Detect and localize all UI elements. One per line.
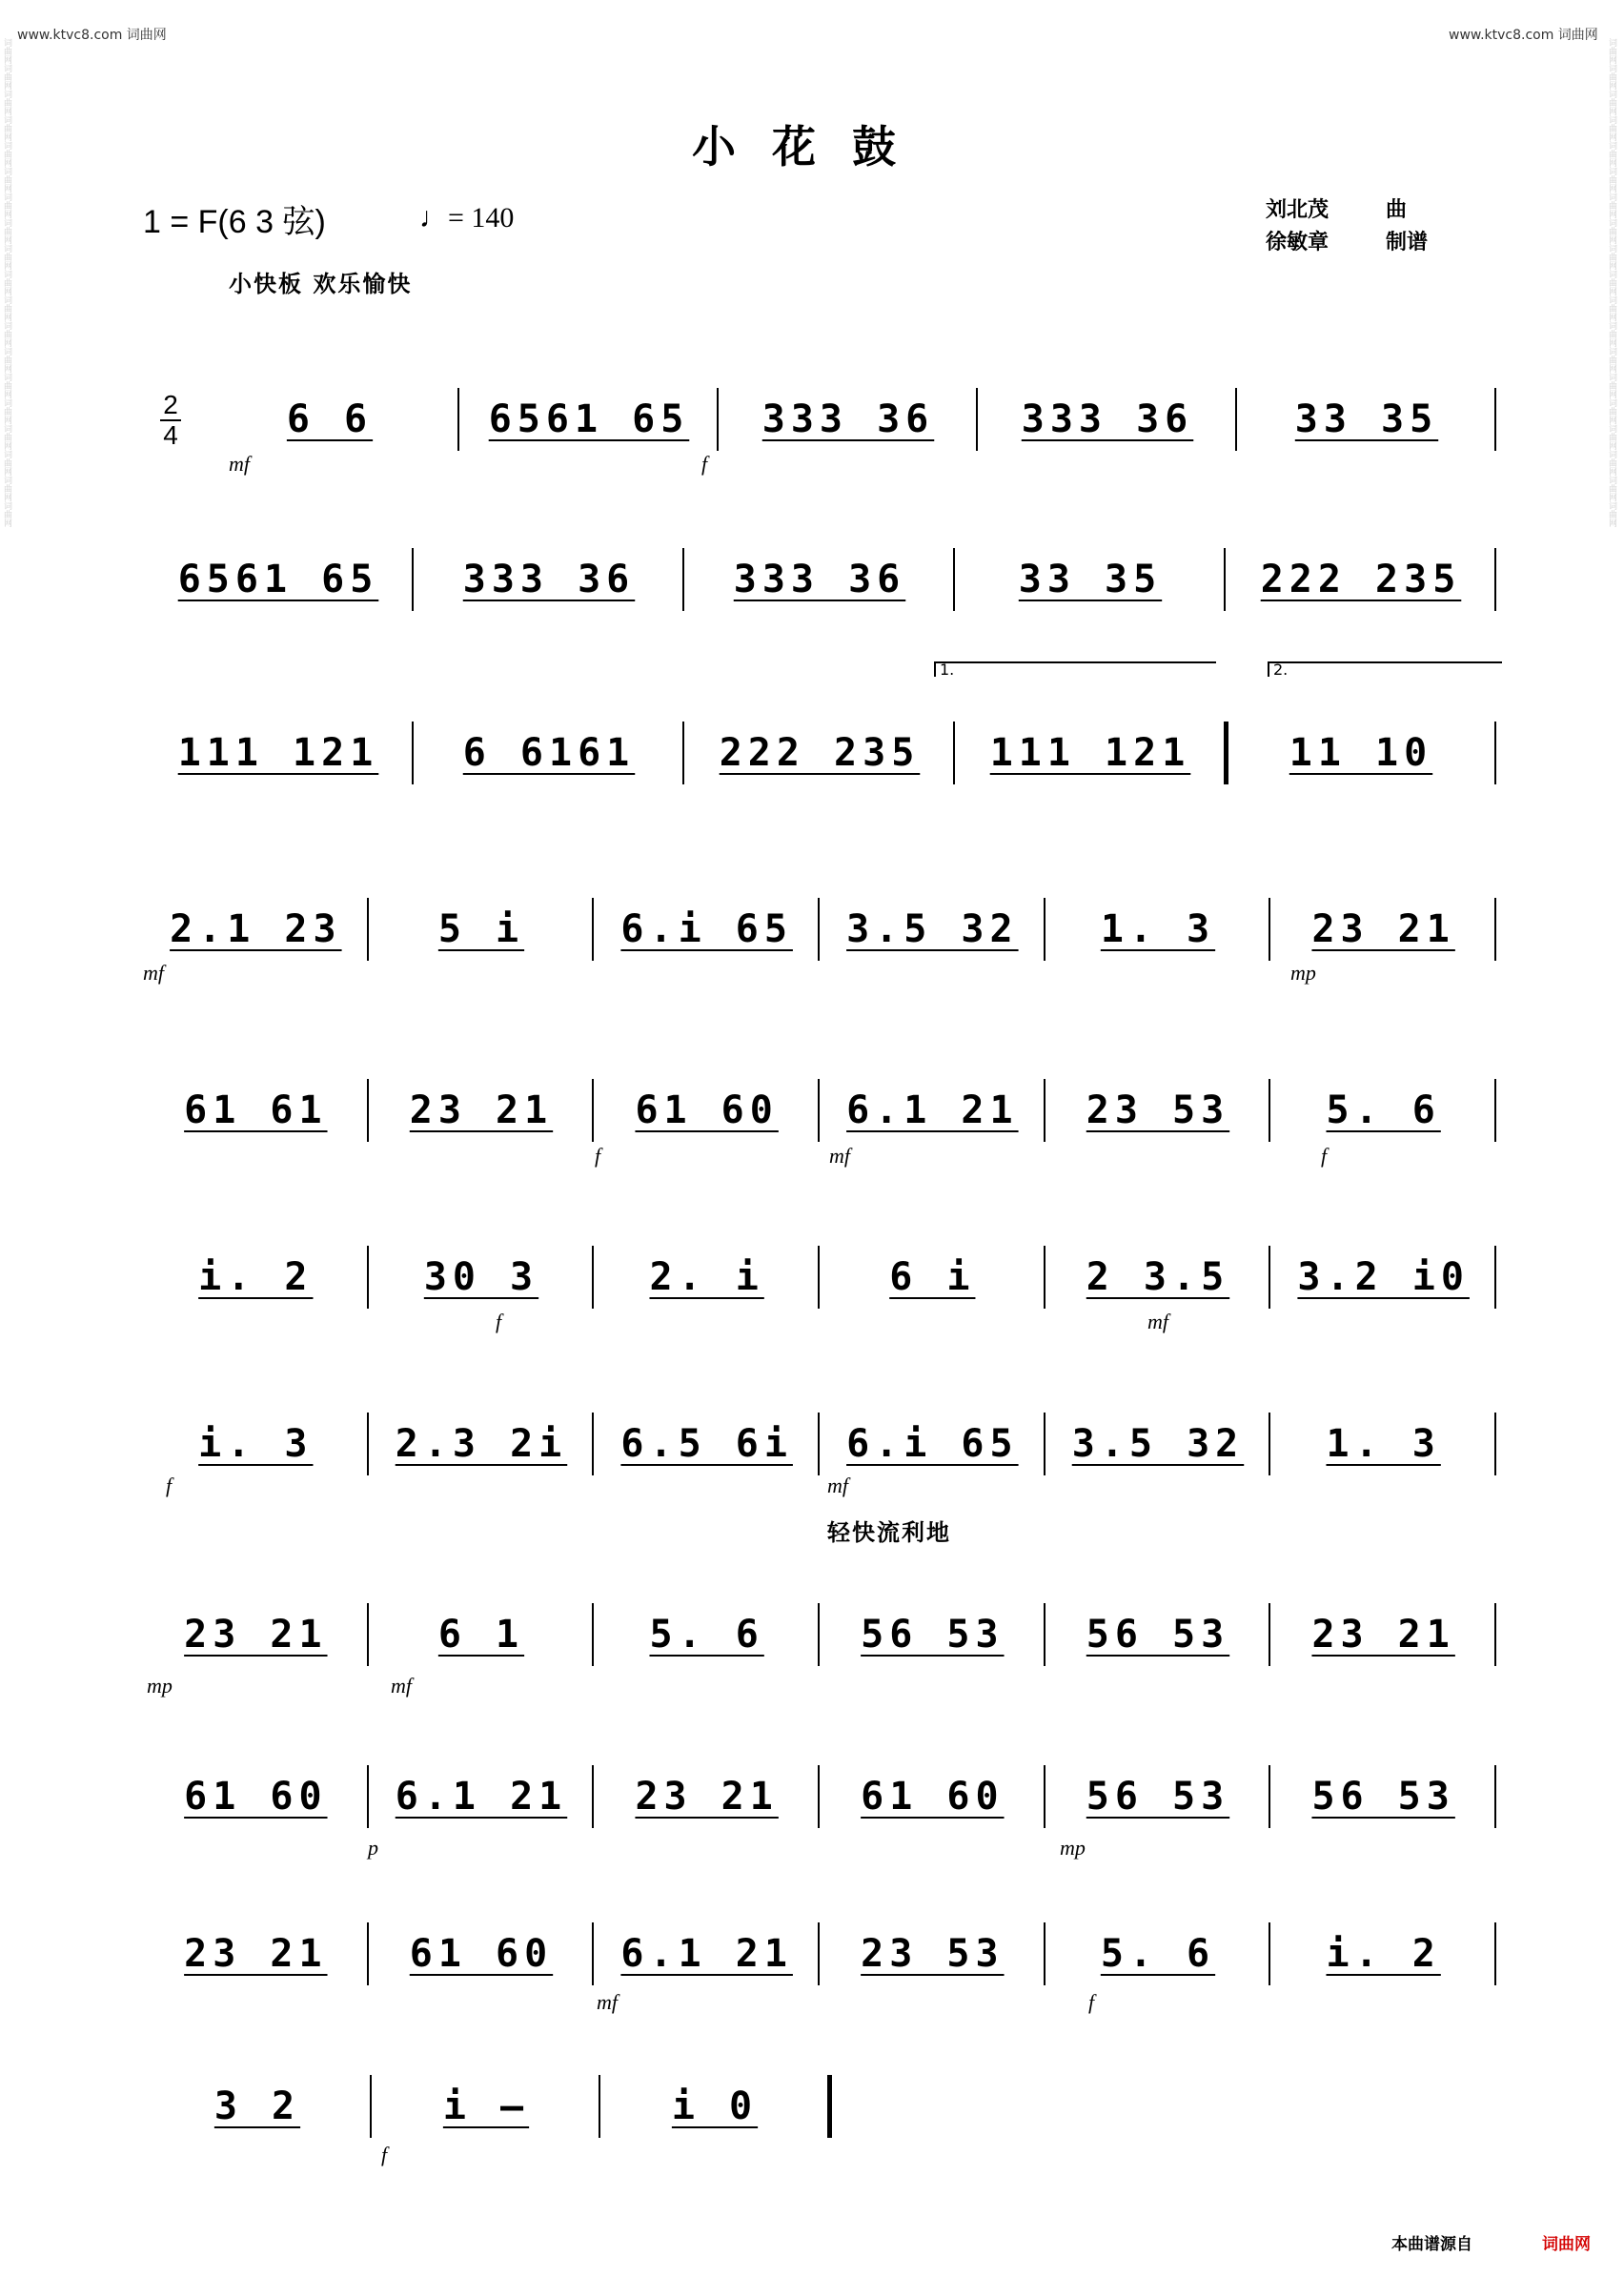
notation: 56 53 — [1086, 1613, 1230, 1657]
measure — [1270, 1234, 1496, 1320]
footer-brand: 词曲网 — [1542, 2235, 1591, 2254]
measure — [1270, 886, 1496, 972]
notation: 5. 6 — [1326, 1088, 1441, 1132]
measure — [200, 376, 459, 462]
notation: 33 35 — [1018, 558, 1163, 601]
time-signature — [160, 390, 181, 450]
notation: 56 53 — [861, 1613, 1005, 1657]
measure — [1045, 886, 1271, 972]
measure — [1045, 1401, 1271, 1487]
barline — [1494, 722, 1496, 784]
notation: 6 6 — [286, 397, 374, 441]
measure — [143, 1067, 369, 1153]
measure — [143, 537, 414, 622]
measure — [820, 1592, 1045, 1677]
notation: 2.1 23 — [170, 907, 342, 951]
notation: i. 2 — [1326, 1932, 1441, 1976]
tempo-marking: ♩= 140 — [419, 202, 515, 234]
notation: 6 6161 — [462, 731, 636, 775]
notation: 33 35 — [1294, 397, 1439, 441]
measure — [820, 1401, 1045, 1487]
time-signature-top: 2 — [163, 390, 178, 419]
dynamic-mark: f — [381, 2143, 388, 2166]
measure — [143, 710, 414, 796]
dynamic-mark: mp — [1290, 961, 1316, 985]
notation: 23 21 — [1311, 907, 1455, 951]
notation: 6.5 6i — [620, 1422, 793, 1466]
score-row — [143, 2064, 829, 2149]
notation: 23 21 — [635, 1775, 779, 1819]
watermark-side-right: 词曲网词曲网词曲网词曲网词曲网词曲网词曲网词曲网词曲网词曲网词曲网词曲网词曲网词曲网词曲网词曲网词曲网词曲网词曲网 — [1607, 38, 1616, 527]
measure — [600, 2064, 829, 2149]
notation: 6 1 — [437, 1613, 525, 1657]
measure — [1237, 376, 1496, 462]
score-row — [143, 1754, 1496, 1840]
measure — [820, 886, 1045, 972]
dynamic-mark: mp — [147, 1674, 173, 1698]
measure — [143, 1401, 369, 1487]
notation: 5. 6 — [649, 1613, 764, 1657]
notation: 23 21 — [409, 1088, 554, 1132]
notation: 6 i — [889, 1255, 976, 1299]
dynamic-mark: f — [595, 1144, 601, 1168]
dynamic-mark: mf — [391, 1674, 412, 1698]
notation: 61 61 — [184, 1088, 328, 1132]
dynamic-mark: mf — [829, 1144, 850, 1168]
notation: 111 121 — [989, 731, 1191, 775]
notation: 23 53 — [861, 1932, 1005, 1976]
notation: 23 53 — [1086, 1088, 1230, 1132]
score-row — [143, 1234, 1496, 1320]
barline — [1494, 1079, 1496, 1142]
measure — [143, 1911, 369, 1997]
measure — [719, 376, 978, 462]
notation: 2. i — [649, 1255, 764, 1299]
barline — [1494, 1603, 1496, 1666]
measure — [369, 1911, 595, 1997]
notation: 333 36 — [761, 397, 935, 441]
arranger-role: 制谱 — [1386, 231, 1429, 254]
score-row — [143, 1401, 1496, 1487]
notation: 6.1 21 — [846, 1088, 1019, 1132]
notation: 6.1 21 — [395, 1775, 568, 1819]
measure — [372, 2064, 600, 2149]
measure — [369, 886, 595, 972]
notation: 3.2 i0 — [1297, 1255, 1470, 1299]
measure — [1270, 1067, 1496, 1153]
measure — [594, 886, 820, 972]
barline — [1494, 548, 1496, 611]
measure — [143, 886, 369, 972]
barline — [1494, 1922, 1496, 1985]
notation: 61 60 — [861, 1775, 1005, 1819]
notation: 56 53 — [1311, 1775, 1455, 1819]
notation: 6.i 65 — [620, 907, 793, 951]
expression-marking: 小快板 欢乐愉快 — [229, 271, 413, 297]
notation: 2 3.5 — [1086, 1255, 1230, 1299]
composer-name: 刘北茂 — [1266, 198, 1330, 222]
notation: 111 121 — [177, 731, 379, 775]
score-row — [143, 886, 1496, 972]
measure — [594, 1754, 820, 1840]
measure — [1045, 1754, 1271, 1840]
score-row — [143, 537, 1496, 622]
credits — [1266, 194, 1428, 259]
measure — [459, 376, 719, 462]
notation: 333 36 — [462, 558, 636, 601]
measure — [1045, 1234, 1271, 1320]
measure — [684, 710, 955, 796]
notation: 5. 6 — [1100, 1932, 1216, 1976]
measure — [143, 1754, 369, 1840]
dynamic-mark: mf — [229, 452, 250, 476]
notation: 3.5 32 — [1071, 1422, 1245, 1466]
notation: 61 60 — [184, 1775, 328, 1819]
notation: 61 60 — [409, 1932, 554, 1976]
measure — [369, 1067, 595, 1153]
measure — [1270, 1754, 1496, 1840]
dynamic-mark: mf — [1147, 1310, 1168, 1333]
score-row — [200, 376, 1496, 462]
measure — [369, 1234, 595, 1320]
measure — [594, 1911, 820, 1997]
measure — [369, 1592, 595, 1677]
notation: 11 10 — [1289, 731, 1433, 775]
notation: 23 21 — [184, 1932, 328, 1976]
measure — [820, 1234, 1045, 1320]
dynamic-mark: f — [166, 1474, 173, 1497]
barline — [1494, 388, 1496, 451]
score-row — [143, 710, 1496, 796]
dynamic-mark: p — [368, 1836, 378, 1860]
measure — [1270, 1592, 1496, 1677]
barline — [827, 2075, 832, 2138]
barline — [1494, 1765, 1496, 1828]
dynamic-mark: f — [701, 452, 708, 476]
notation: 5 i — [437, 907, 525, 951]
measure — [1045, 1911, 1271, 1997]
notation: 6561 65 — [488, 397, 690, 441]
measure — [1045, 1592, 1271, 1677]
notation: 1. 3 — [1326, 1422, 1441, 1466]
measure — [955, 537, 1226, 622]
measure — [143, 2064, 372, 2149]
barline — [1494, 1413, 1496, 1475]
volta-second: 2. — [1268, 661, 1502, 677]
dynamic-mark: f — [1321, 1144, 1328, 1168]
measure — [1270, 1401, 1496, 1487]
key-signature: 1 = F(6 3 弦) — [143, 204, 326, 240]
notation: 2.3 2i — [395, 1422, 568, 1466]
measure — [369, 1754, 595, 1840]
score-row — [143, 1592, 1496, 1677]
notation: 6.i 65 — [846, 1422, 1019, 1466]
notation: 333 36 — [1021, 397, 1194, 441]
measure — [594, 1067, 820, 1153]
dynamic-mark: f — [1088, 1990, 1095, 2014]
measure — [820, 1911, 1045, 1997]
score-row — [143, 1067, 1496, 1153]
measure — [1270, 1911, 1496, 1997]
measure — [143, 1592, 369, 1677]
expression-marking-2: 轻快流利地 — [827, 1519, 951, 1546]
watermark-side-left: 词曲网词曲网词曲网词曲网词曲网词曲网词曲网词曲网词曲网词曲网词曲网词曲网词曲网词曲网词曲网词曲网词曲网词曲网词曲网 — [2, 38, 11, 527]
measure — [978, 376, 1237, 462]
notation: 61 60 — [635, 1088, 779, 1132]
barline — [1494, 1246, 1496, 1309]
composer-role: 曲 — [1386, 198, 1408, 222]
dynamic-mark: mp — [1060, 1836, 1086, 1860]
measure — [414, 537, 684, 622]
notation: 23 21 — [184, 1613, 328, 1657]
measure — [955, 710, 1226, 796]
notation: 1. 3 — [1100, 907, 1216, 951]
barline — [1494, 898, 1496, 961]
measure — [369, 1401, 595, 1487]
dynamic-mark: mf — [143, 961, 164, 985]
notation: 56 53 — [1086, 1775, 1230, 1819]
notation: 333 36 — [733, 558, 906, 601]
notation: i 0 — [671, 2084, 759, 2128]
notation: 3.5 32 — [846, 907, 1019, 951]
measure — [143, 1234, 369, 1320]
measure — [414, 710, 684, 796]
measure — [1045, 1067, 1271, 1153]
score-title: 小花鼓 — [692, 121, 932, 173]
notation: 3 2 — [213, 2084, 301, 2128]
notation: 30 3 — [423, 1255, 539, 1299]
measure — [1226, 537, 1496, 622]
measure — [1226, 710, 1496, 796]
footer-source: 本曲谱源自 — [1391, 2235, 1472, 2254]
notation: 23 21 — [1311, 1613, 1455, 1657]
notation: i. 3 — [198, 1422, 314, 1466]
dynamic-mark: mf — [597, 1990, 618, 2014]
notation: 222 235 — [719, 731, 921, 775]
notation: 6561 65 — [177, 558, 379, 601]
watermark-left: www.ktvc8.com 词曲网 — [17, 28, 167, 43]
measure — [594, 1592, 820, 1677]
notation: i. 2 — [198, 1255, 314, 1299]
volta-first: 1. — [934, 661, 1216, 677]
notation: i – — [442, 2084, 530, 2128]
measure — [820, 1754, 1045, 1840]
measure — [594, 1401, 820, 1487]
dynamic-mark: f — [496, 1310, 502, 1333]
notation: 222 235 — [1260, 558, 1462, 601]
score-row — [143, 1911, 1496, 1997]
measure — [684, 537, 955, 622]
time-signature-bottom: 4 — [163, 420, 178, 450]
measure — [820, 1067, 1045, 1153]
arranger-name: 徐敏章 — [1266, 231, 1330, 254]
measure — [594, 1234, 820, 1320]
watermark-right: www.ktvc8.com 词曲网 — [1449, 28, 1598, 43]
dynamic-mark: mf — [827, 1474, 848, 1497]
notation: 6.1 21 — [620, 1932, 793, 1976]
